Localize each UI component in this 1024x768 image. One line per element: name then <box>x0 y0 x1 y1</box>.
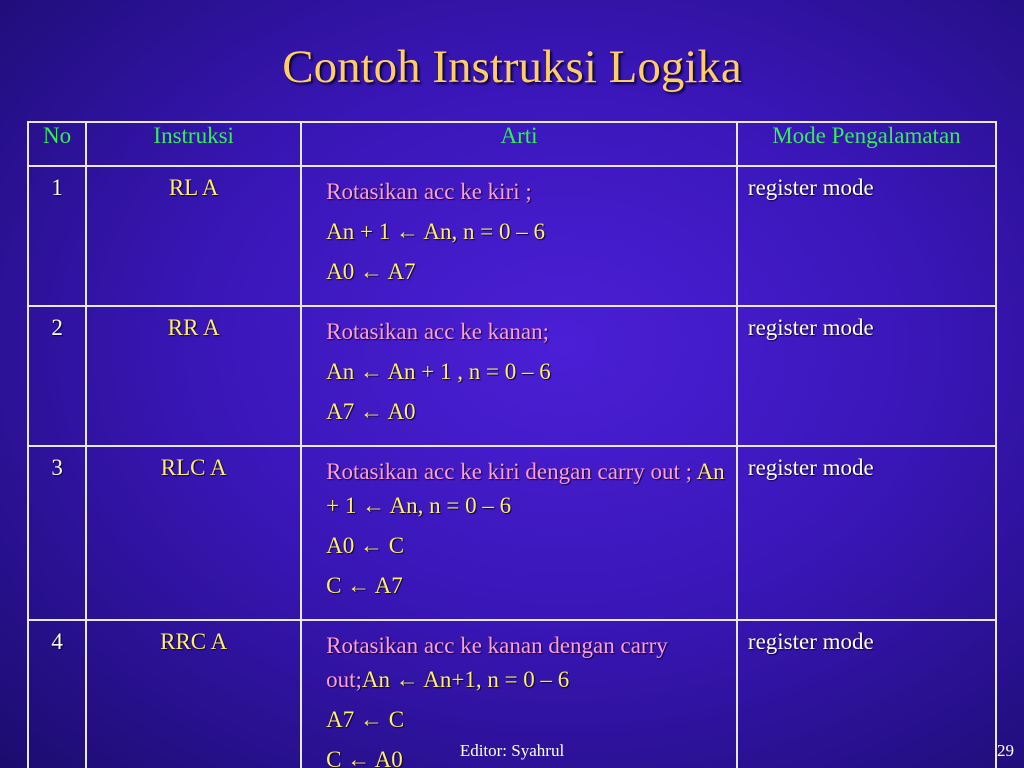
meaning-description <box>326 315 726 349</box>
slide-title: Contoh Instruksi Logika <box>282 41 742 93</box>
table-header-row <box>28 122 996 166</box>
meaning-formula: A0 ← C <box>326 533 405 558</box>
meaning-description <box>326 175 726 209</box>
meaning-formula: A7 ← C <box>326 707 405 732</box>
row-number: 4 <box>28 620 86 768</box>
table-row <box>28 446 996 620</box>
meaning-cell <box>301 166 737 306</box>
meaning-cell <box>301 446 737 620</box>
row-number: 3 <box>28 446 86 620</box>
description-text: Rotasikan acc ke kiri ; <box>326 179 532 204</box>
instruction-cell: RR A <box>86 306 301 446</box>
meaning-formula: A0 ← A7 <box>326 259 416 284</box>
page-number: 29 <box>997 741 1014 760</box>
header-no: No <box>28 122 86 166</box>
instruction-cell: RRC A <box>86 620 301 768</box>
meaning-description <box>326 629 726 697</box>
instruction-cell: RLC A <box>86 446 301 620</box>
addressing-mode-cell: register mode <box>737 166 996 306</box>
meaning-formula: A7 ← A0 <box>326 399 416 424</box>
header-arti: Arti <box>301 122 737 166</box>
addressing-mode-cell: register mode <box>737 446 996 620</box>
instruction-cell: RL A <box>86 166 301 306</box>
meaning-formula: C ← A7 <box>326 573 403 598</box>
addressing-mode-cell: register mode <box>737 306 996 446</box>
row-number: 1 <box>28 166 86 306</box>
description-text: Rotasikan acc ke kanan; <box>326 319 549 344</box>
description-formula: An + 1 ← An, n = 0 – 6 <box>326 459 725 518</box>
description-text: Rotasikan acc ke kiri dengan carry out ; <box>326 459 693 484</box>
table-row <box>28 306 996 446</box>
row-number: 2 <box>28 306 86 446</box>
table-row <box>28 166 996 306</box>
header-mode: Mode Pengalamatan <box>737 122 996 166</box>
description-formula: An ← An+1, n = 0 – 6 <box>361 667 570 692</box>
meaning-cell <box>301 306 737 446</box>
meaning-formula: An + 1 ← An, n = 0 – 6 <box>326 219 546 244</box>
header-instruksi: Instruksi <box>86 122 301 166</box>
meaning-formula: An ← An + 1 , n = 0 – 6 <box>326 359 551 384</box>
meaning-description <box>326 455 726 523</box>
meaning-formula: C ← A0 <box>326 747 403 768</box>
slide-footer: Editor: Syahrul <box>459 741 565 760</box>
instruction-table <box>27 121 997 768</box>
addressing-mode-cell: register mode <box>737 620 996 768</box>
description-text: Rotasikan acc ke kanan dengan carry out; <box>326 633 668 692</box>
